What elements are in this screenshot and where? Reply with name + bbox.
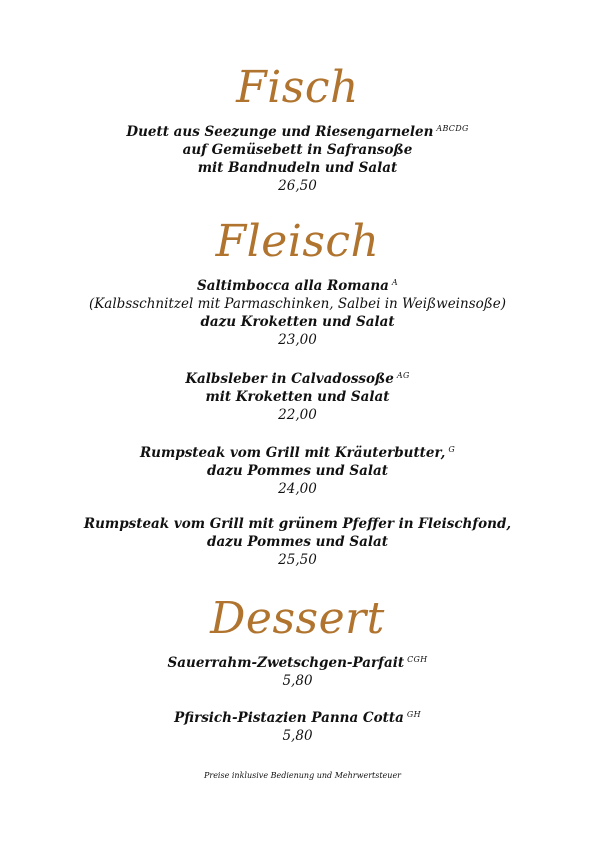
allergen-codes: G — [448, 445, 456, 454]
allergen-codes: GH — [406, 710, 421, 719]
dish-parfait — [0, 651, 595, 690]
section-heading-dessert: Dessert — [210, 593, 385, 644]
dish-name: Saltimbocca alla Romana $^A$ — [197, 278, 398, 294]
dish-panna-cotta — [0, 706, 595, 745]
dish-rumpsteak-pfeffer — [0, 515, 595, 569]
section-heading-fisch: Fisch — [236, 62, 359, 113]
dish-kalbsleber — [0, 367, 595, 424]
dish-description: dazu Pommes und Salat — [207, 534, 388, 550]
dish-name: Sauerrahm-Zwetschgen-Parfait $^{CGH}$ — [167, 655, 428, 671]
dish-duett-seezunge — [0, 120, 595, 195]
dish-name: Pfirsich-Pistazien Panna Cotta $^{GH}$ — [174, 710, 421, 726]
dish-rumpsteak-kraeuterbutter — [0, 441, 595, 498]
allergen-codes: ABCDG — [436, 124, 469, 133]
section-heading-fleisch: Fleisch — [215, 216, 380, 267]
dish-description: auf Gemüsebett in Safransoße — [182, 142, 413, 158]
dish-description: dazu Pommes und Salat — [207, 463, 388, 479]
dish-description: mit Bandnudeln und Salat — [197, 160, 398, 176]
dish-price: 22,00 — [278, 407, 317, 423]
allergen-codes: CGH — [407, 655, 428, 664]
dish-name: Kalbsleber in Calvadossoße $^{AG}$ — [185, 371, 410, 387]
dish-price: 26,50 — [278, 178, 317, 194]
dish-price: 5,80 — [282, 673, 313, 689]
dish-price: 25,50 — [278, 552, 317, 568]
price-note-footer: Preise inklusive Bedienung und Mehrwertsteuer — [203, 771, 402, 780]
dish-description: (Kalbsschnitzel mit Parmaschinken, Salbei in Weißweinsoße) — [88, 296, 507, 312]
dish-description: mit Kroketten und Salat — [205, 389, 390, 405]
dish-price: 23,00 — [278, 332, 317, 348]
allergen-codes: A — [391, 278, 398, 287]
dish-name: Rumpsteak vom Grill mit grünem Pfeffer in Fleischfond, — [83, 516, 512, 532]
dish-saltimbocca — [0, 274, 595, 349]
dish-name: Duett aus Seezunge und Riesengarnelen $^{ABCDG}$ — [126, 124, 469, 140]
allergen-codes: AG — [396, 371, 410, 380]
dish-name: Rumpsteak vom Grill mit Kräuterbutter, $^G$ — [139, 445, 456, 461]
dish-description: dazu Kroketten und Salat — [200, 314, 395, 330]
dish-price: 5,80 — [282, 728, 313, 744]
dish-price: 24,00 — [278, 481, 317, 497]
